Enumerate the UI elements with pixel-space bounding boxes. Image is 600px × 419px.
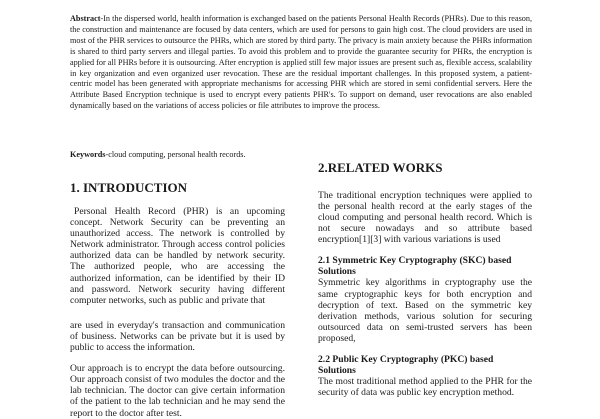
introduction-paragraph-2: are used in everyday's transaction and communication of business. Networks can be private but it is used by public to access the information. [70,319,285,354]
keywords-label: Keywords [70,150,106,159]
abstract-label: Abstract [70,14,101,23]
abstract-paragraph [70,14,532,112]
introduction-heading: 1. INTRODUCTION [70,180,188,195]
section-2-1-text: Symmetric key algorithms in cryptography use the same cryptographic keys for both encryption and decryption of text. Based on the symmetric key derivation methods, various solution for securing outsourced data on semi-trusted servers has been proposed, [318,277,532,344]
section-2-2-text: The most traditional method applied to the PHR for the security of data was public key encryption method. [318,376,532,399]
section-2-1-heading: 2.1 Symmetric Key Cryptography (SKC) based Solutions [318,255,512,278]
keywords-line [70,150,532,160]
abstract-text: -In the dispersed world, health information is exchanged based on the patients Personal Health Records (PHRs). Due to this reason, the construction and maintenance are focused by data centers, which are used for persons to gain high cost. The cloud providers are used in most of the PHR services to outsource the PHRs, which are stored by third party. The privacy is main anxiety because the PHRs information is shared to third party servers and illegal parties. To avoid this problem and to provide the guarantee security for PHRs, the encryption is applied for all PHRs before it is outsourcing. After encryption is applied still few major issues are present such as, flexible access, scalability in key organization and even organized user revocation. These are the residual important challenges. In this proposed system, a patient-centric model has been generated with appropriate mechanisms for accessing PHR which are stored in semi confidential servers. Here the Attribute Based Encryption technique is used to encrypt every patients PHR's. To support on demand, user revocations are also enabled dynamically based on the variations of access policies or file attributes to improve the process. [70,14,532,111]
related-works-intro: The traditional encryption techniques were applied to the personal health record at the early stages of the cloud computing and personal health record. Which is not secure nowadays and so attribute based encryption[1][3] with various variations is used [318,190,532,246]
keywords-text: -cloud computing, personal health records. [105,150,246,159]
introduction-paragraph-3: Our approach is to encrypt the data before outsourcing. Our approach consist of two modules the doctor and the lab technician. The doctor can give certain information of the patient to the lab technician and he may send the report to the doctor after test. [70,363,286,419]
section-2-2-heading: 2.2 Public Key Cryptography (PKC) based Solutions [318,354,494,377]
left-column [70,180,285,419]
related-works-heading: 2.RELATED WORKS [318,160,443,175]
introduction-paragraph-1: Personal Health Record (PHR) is an upcoming concept. Network Security can be preventing an unauthorized access. The network is controlled by Network administrator. Through access control policies authorized data can be handled by network security. The authorized people, who are accessing the authorized information, can be identified by their ID and password. Network security having different computer networks, such as public and private that [70,206,285,306]
right-column [318,160,532,398]
